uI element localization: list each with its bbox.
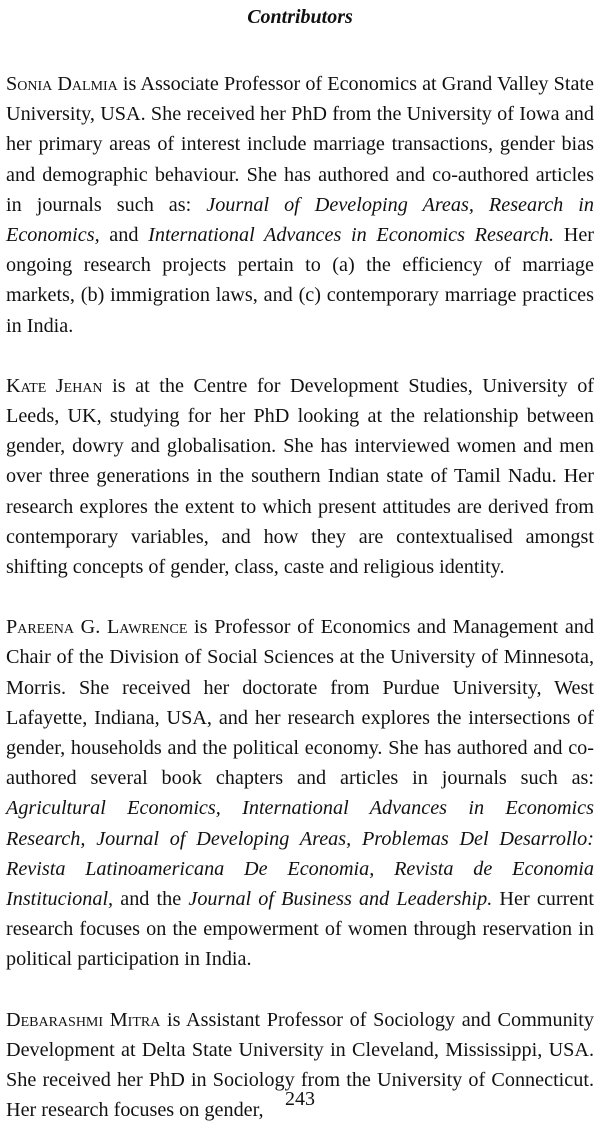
page-number: 243 bbox=[285, 1088, 315, 1110]
contributor-bio-text: and the bbox=[113, 888, 189, 911]
journal-title: International Advances in Economics Research. bbox=[148, 224, 555, 247]
contributor-bio-text: and bbox=[99, 224, 149, 247]
contributor-entry-dalmia bbox=[6, 69, 594, 341]
contributor-entry-lawrence bbox=[6, 612, 594, 974]
contributor-bio-text: is at the Centre for Development Studies, University of Leeds, UK, studying for her PhD looking at the relationship between gender, dowry and globalisation. She has interviewed women and men over three generations in the southern Indian state of Tamil Nadu. Her research explores the extent to which present attitudes are derived from contemporary variables, and how they are contextualised amongst shifting concepts of gender, class, caste and religious identity. bbox=[6, 374, 595, 579]
contributor-bio-text: is Associate Professor of Economics at Grand Valley State University, USA. She received her PhD from the University of Iowa and her primary areas of interest include marriage transactions, gender bias and demographic behaviour. She has authored and co-authored articles in journals such as: bbox=[6, 73, 594, 216]
running-head: Contributors bbox=[247, 6, 353, 28]
contributor-bio-text: is Professor of Economics and Management and Chair of the Division of Social Sciences at the University of Minnesota, Morris. She received her doctorate from Purdue University, West Lafayette, Indiana, USA, and her research explores the intersections of gender, households and the political economy. She has authored and co-authored several book chapters and articles in journals such as: bbox=[6, 616, 594, 790]
contributor-entry-jehan bbox=[6, 371, 594, 582]
contributor-name: Pareena G. Lawrence bbox=[6, 616, 188, 639]
contributor-bio-text: Her current research focuses on the empowerment of women through reservation in political participation in India. bbox=[6, 888, 594, 971]
contributor-name: Debarashmi Mitra bbox=[6, 1008, 161, 1031]
contributor-name: Kate Jehan bbox=[6, 374, 103, 397]
journal-title: Agricultural Economics, International Advances in Economics Research, Journal of Developing Areas, Problemas Del Desarrollo: Revista Latinoamericana De Economia, Revista de Economia Institucional, bbox=[6, 797, 594, 911]
journal-title: Journal of Business and Leadership. bbox=[188, 888, 493, 911]
contributor-bio-text: is Assistant Professor of Sociology and Community Development at Delta State University in Cleveland, Mississippi, USA. She received her PhD in Sociology from the University of Connecticut. Her research focuses on gender, bbox=[6, 1008, 594, 1122]
journal-title: Journal of Developing Areas, Research in Economics, bbox=[6, 193, 594, 247]
contributor-bio-text: Her ongoing research projects pertain to (a) the efficiency of marriage markets, (b) immigration laws, and (c) contemporary marriage practices in India. bbox=[6, 224, 595, 337]
contributor-name: Sonia Dalmia bbox=[6, 73, 118, 95]
